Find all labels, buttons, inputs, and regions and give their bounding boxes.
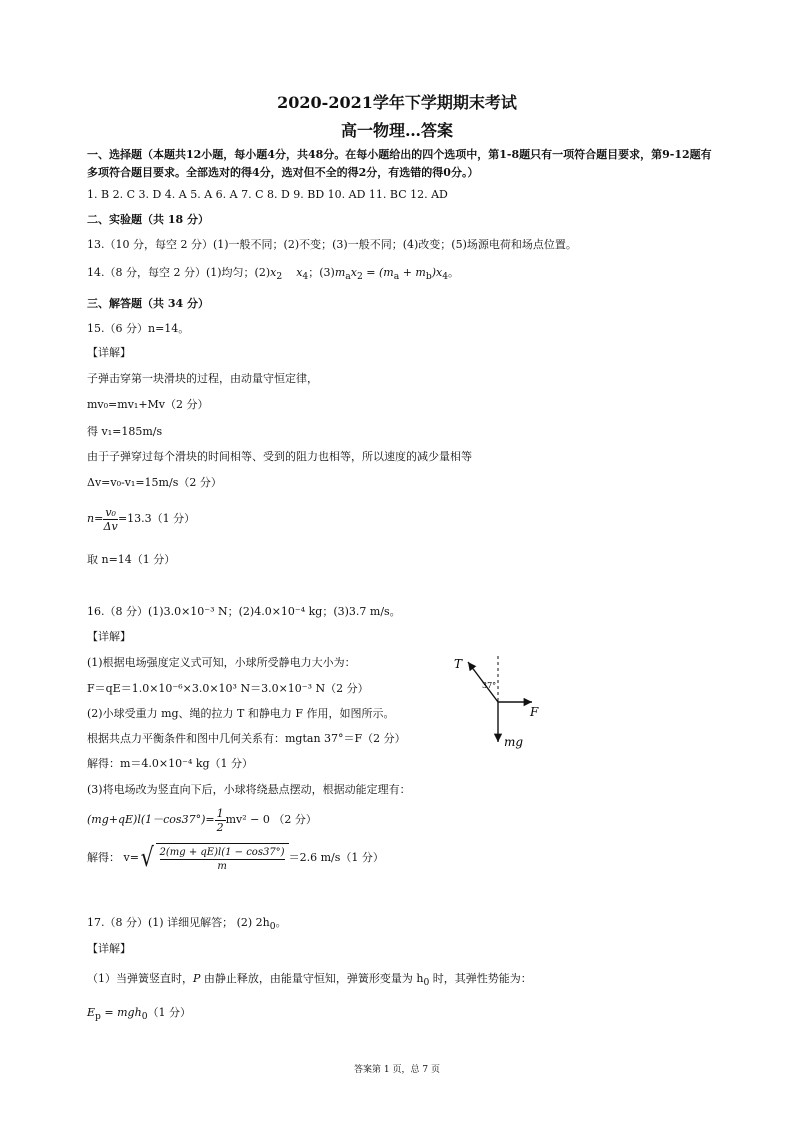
q17-l1-c: 时，其弹性势能为：: [429, 972, 532, 985]
q14-eq-x2-sub: 2: [356, 271, 363, 283]
q14-prefix: 14.（8 分，每空 2 分）(1)均匀；(2): [87, 266, 271, 279]
q16-line4: 根据共点力平衡条件和图中几何关系有：mgtan 37°＝F（2 分）: [87, 732, 406, 745]
q14-eq-mid: = (m: [362, 266, 394, 279]
q16-line5: 解得：m＝4.0×10⁻⁴ kg（1 分）: [87, 757, 254, 770]
section1-answers: 1. B 2. C 3. D 4. A 5. A 6. A 7. C 8. D 9. BD 10. AD 11. BC 12. AD: [87, 188, 448, 201]
q16-detail-label: 【详解】: [87, 630, 131, 643]
q15-line4: 由于子弹穿过每个滑块的时间相等、受到的阻力也相等，所以速度的减少量相等: [87, 450, 472, 463]
q16-solve-rhs: ＝2.6 m/s（1 分）: [288, 851, 384, 864]
q14-eq-sub4: 4: [442, 271, 449, 283]
q17-l1-p: P: [193, 972, 201, 985]
q14-sub2: 2: [276, 271, 283, 283]
q15-n-lhs: n=: [87, 512, 104, 525]
q16-line8: [87, 842, 384, 874]
q15-line5: Δv=v₀-v₁=15m/s（2 分）: [87, 476, 222, 489]
q16-half-fraction: [215, 807, 226, 834]
label-mg: mg: [504, 735, 524, 749]
q14-answer: 14.（8 分，每空 2 分）(1)均匀；$(2)x_2$ $x_4$；$(3)m_ax_2 = (m_a + m_b)x_4$。: [87, 266, 460, 283]
q17-l1-b: 由静止释放，由能量守恒知，弹簧形变量为 h: [200, 972, 424, 985]
q16-sqrt-den: m: [217, 861, 227, 872]
q14-eq-x2: x: [350, 266, 357, 279]
q17-eq-sub: 0: [141, 1011, 148, 1023]
q16-sqrt-num: 2(mg + qE)l(1 − cos37°): [159, 847, 285, 858]
q17-answer-end: 。: [275, 916, 287, 929]
sqrt-icon: √: [140, 843, 154, 873]
q14-tail: 。: [448, 266, 460, 279]
q16-sqrt-body: [156, 843, 289, 873]
q16-line2: F＝qE＝1.0×10⁻⁶×3.0×10³ N＝3.0×10⁻³ N（2 分）: [87, 682, 369, 695]
section1-heading: 一、选择题（本题共12小题，每小题4分，共48分。在每小题给出的四个选项中，第1-8题只有一项符合题目要求，第9-12题有多项符合题目要求。全部选对的得4分，选对但不全的得2分，有选错的得0分。）: [87, 148, 712, 179]
q15-line6: [87, 505, 195, 533]
q16-line7: [87, 806, 317, 834]
q13-answer: 13.（10 分，每空 2 分）(1)一般不同；(2)不变；(3)一般不同；(4)改变；(5)场源电荷和场点位置。: [87, 238, 577, 251]
q16-energy-lhs: (mg+qE)l(1－cos37°)=: [87, 813, 215, 826]
q16-energy-rhs: mv² − 0 （2 分）: [225, 813, 317, 826]
q14-eq-a2: a: [393, 271, 400, 283]
q17-l1-a: （1）当弹簧竖直时，: [87, 972, 193, 985]
section3-heading: 三、解答题（共 34 分）: [87, 297, 209, 310]
q16-half-num: 1: [216, 806, 224, 820]
q15-n-rhs: =13.3（1 分）: [117, 512, 196, 525]
q14-sub4: 4: [302, 271, 309, 283]
q14-eq-a: a: [345, 271, 351, 283]
q16-line3: (2)小球受重力 mg、绳的拉力 T 和静电力 F 作用，如图所示。: [87, 707, 395, 720]
q15-fraction: [103, 506, 118, 533]
q14-eq-end: )x: [431, 266, 443, 279]
q17-answer: [87, 916, 287, 934]
q14-x2: x: [270, 266, 277, 279]
q15-frac-num: v₀: [105, 505, 116, 519]
label-F: F: [530, 705, 539, 719]
q17-eq-tail: （1 分）: [147, 1006, 192, 1019]
q15-answer: 15.（6 分）n=14。: [87, 322, 190, 335]
q17-ep: E: [87, 1006, 96, 1019]
force-diagram: [450, 652, 560, 752]
q17-answer-prefix: 17.（8 分）(1) 详细见解答； (2) 2h: [87, 916, 270, 929]
q17-answer-sub: 0: [269, 921, 276, 933]
q14-eq-m: m: [334, 266, 346, 279]
q17-line2: [87, 1006, 191, 1024]
q16-half-den: 2: [216, 820, 224, 834]
page-footer: 答案第 1 页，总 7 页: [354, 1065, 440, 1075]
q17-eq: = mgh: [100, 1006, 142, 1019]
q16-line6: (3)将电场改为竖直向下后，小球将绕悬点摆动，根据动能定理有：: [87, 783, 411, 796]
q15-line2: mv₀=mv₁+Mv（2 分）: [87, 398, 209, 411]
q17-l1-sub: 0: [423, 977, 430, 989]
section2-heading: 二、实验题（共 18 分）: [87, 213, 209, 226]
label-T: T: [454, 657, 463, 671]
q15-line1: 子弹击穿第一块滑块的过程，由动量守恒定律，: [87, 372, 318, 385]
q16-answer: 16.（8 分）(1)3.0×10⁻³ N；(2)4.0×10⁻⁴ kg；(3)3.7 m/s。: [87, 605, 401, 618]
q14-eq-plus: + m: [399, 266, 426, 279]
q14-x4: x: [296, 266, 303, 279]
q17-detail-label: 【详解】: [87, 942, 131, 955]
q14-part3: ；(3): [308, 266, 335, 279]
q17-line1: [87, 972, 532, 990]
q15-line7: 取 n=14（1 分）: [87, 553, 176, 566]
label-angle: 37°: [482, 681, 497, 690]
q17-ep-sub: p: [95, 1011, 101, 1023]
q16-line1: (1)根据电场强度定义式可知，小球所受静电力大小为：: [87, 656, 356, 669]
exam-title: 2020-2021学年下学期期末考试: [277, 93, 517, 112]
q16-solve-lhs: 解得： v=: [87, 851, 139, 864]
q15-detail-label: 【详解】: [87, 346, 131, 359]
q15-line3: 得 v₁=185m/s: [87, 425, 163, 438]
q15-frac-den: Δv: [103, 519, 118, 533]
exam-subtitle: 高一物理…答案: [340, 121, 453, 140]
